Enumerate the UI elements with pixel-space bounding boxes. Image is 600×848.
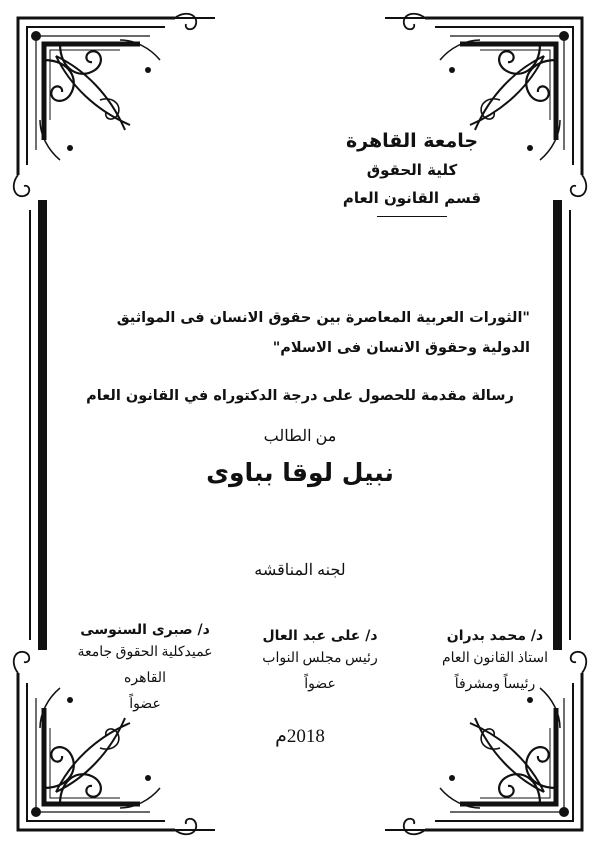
university-name: جامعة القاهرة (345, 130, 479, 152)
committee-member-1 (410, 626, 580, 698)
member-role-2: القاهره (124, 671, 166, 686)
department-name: قسم القانون العام (342, 189, 482, 207)
thesis-purpose: رسالة مقدمة للحصول على درجة الدكتوراه في القانون العام (86, 388, 514, 404)
member-role: رئيس مجلس النواب (262, 651, 378, 666)
thesis-title: "الثورات العربية المعاصرة بين حقوق الانسان فى المواثيق الدولية وحقوق الانسان فى الاسلام" (116, 310, 530, 356)
member-name: د/ صبرى السنوسى (80, 622, 210, 638)
member-role-2: رئيساً ومشرفاً (454, 677, 536, 692)
committee-member-3 (60, 620, 230, 718)
member-role: عميدكلية الحقوق جامعة (77, 645, 213, 660)
committee-heading: لجنه المناقشه (254, 562, 346, 579)
student-name: نبيل لوقا بباوى (206, 458, 394, 487)
member-name: د/ محمد بدران (446, 628, 544, 644)
year: 2018م (275, 726, 325, 747)
faculty-name: كلية الحقوق (366, 161, 458, 179)
member-role-2: عضواً (304, 677, 336, 692)
university-header (332, 128, 492, 217)
member-name: د/ على عبد العال (262, 628, 378, 644)
header-divider (377, 216, 447, 217)
committee-member-2 (235, 626, 405, 698)
member-role-3: عضواً (129, 697, 161, 712)
member-role: استاذ القانون العام (441, 651, 549, 666)
from-student-label: من الطالب (263, 428, 337, 445)
